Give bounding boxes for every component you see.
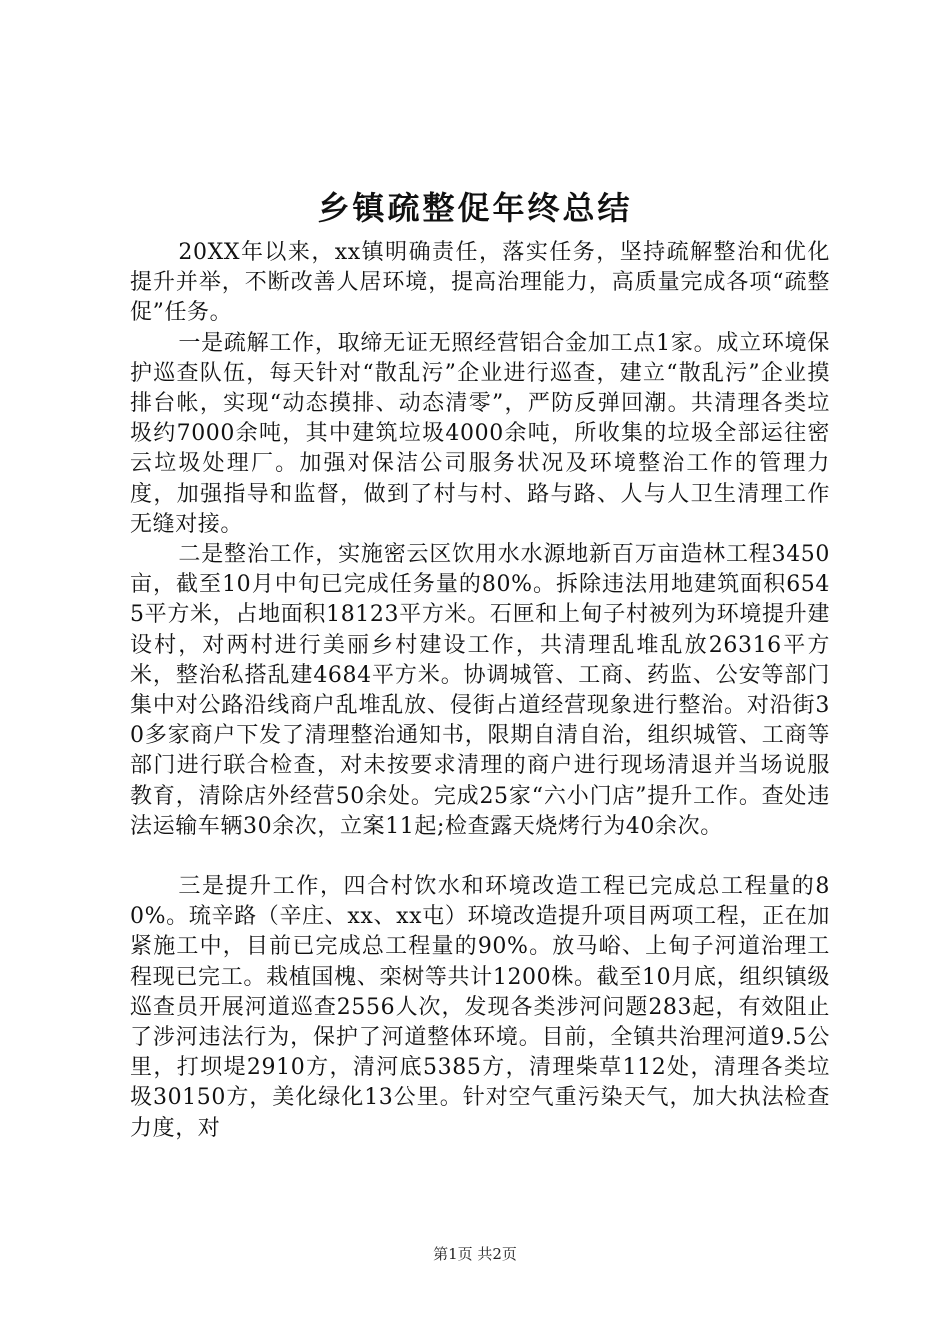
document-title: 乡镇疏整促年终总结 [317,189,633,227]
paragraph-dispersal-work: 一是疏解工作，取缔无证无照经营铝合金加工点1家。成立环境保护巡查队伍，每天针对“散乱污”企业进行巡查，建立“散乱污”企业摸排台帐，实现“动态摸排、动态清零”，严防反弹回潮。共清理各类垃圾约7000余吨，其中建筑垃圾4000余吨，所收集的垃圾全部运往密云垃圾处理厂。加强对保洁公司服务状况及环境整治工作的管理力度，加强指导和监督，做到了村与村、路与路、人与人卫生清理工作无缝对接。 [130,330,830,537]
paragraph-improvement-work: 三是提升工作，四合村饮水和环境改造工程已完成总工程量的80%。琉辛路（辛庄、xx、xx屯）环境改造提升项目两项工程，正在加紧施工中，目前已完成总工程量的90%。放马峪、上甸子河道治理工程现已完工。栽植国槐、栾树等共计1200株。截至10月底，组织镇级巡查员开展河道巡查2556人次，发现各类涉河问题283起，有效阻止了涉河违法行为，保护了河道整体环境。目前，全镇共治理河道9.5公里，打坝堤2910方，清河底5385方，清理柴草112处，清理各类垃圾30150方，美化绿化13公里。针对空气重污染天气，加大执法检查力度，对 [130,874,830,1141]
paragraph-intro: 20XX年以来，xx镇明确责任，落实任务，坚持疏解整治和优化提升并举，不断改善人居环境，提高治理能力，高质量完成各项“疏整促”任务。 [130,240,830,326]
paragraph-rectification-work: 二是整治工作，实施密云区饮用水水源地新百万亩造林工程3450亩，截至10月中旬已完成任务量的80%。拆除违法用地建筑面积6545平方米，占地面积18123平方米。石匣和上甸子村被列为环境提升建设村，对两村进行美丽乡村建设工作，共清理乱堆乱放26316平方米，整治私搭乱建4684平方米。协调城管、工商、药监、公安等部门集中对公路沿线商户乱堆乱放、侵街占道经营现象进行整治。对沿街30多家商户下发了清理整治通知书，限期自清自治，组织城管、工商等部门进行联合检查，对未按要求清理的商户进行现场清退并当场说服教育，清除店外经营50余处。完成25家“六小门店”提升工作。查处违法运输车辆30余次，立案11起;检查露天烧烤行为40余次。 [130,542,830,839]
document-body [130,238,830,1144]
page-number-footer: 第1页 共2页 [433,1245,517,1263]
